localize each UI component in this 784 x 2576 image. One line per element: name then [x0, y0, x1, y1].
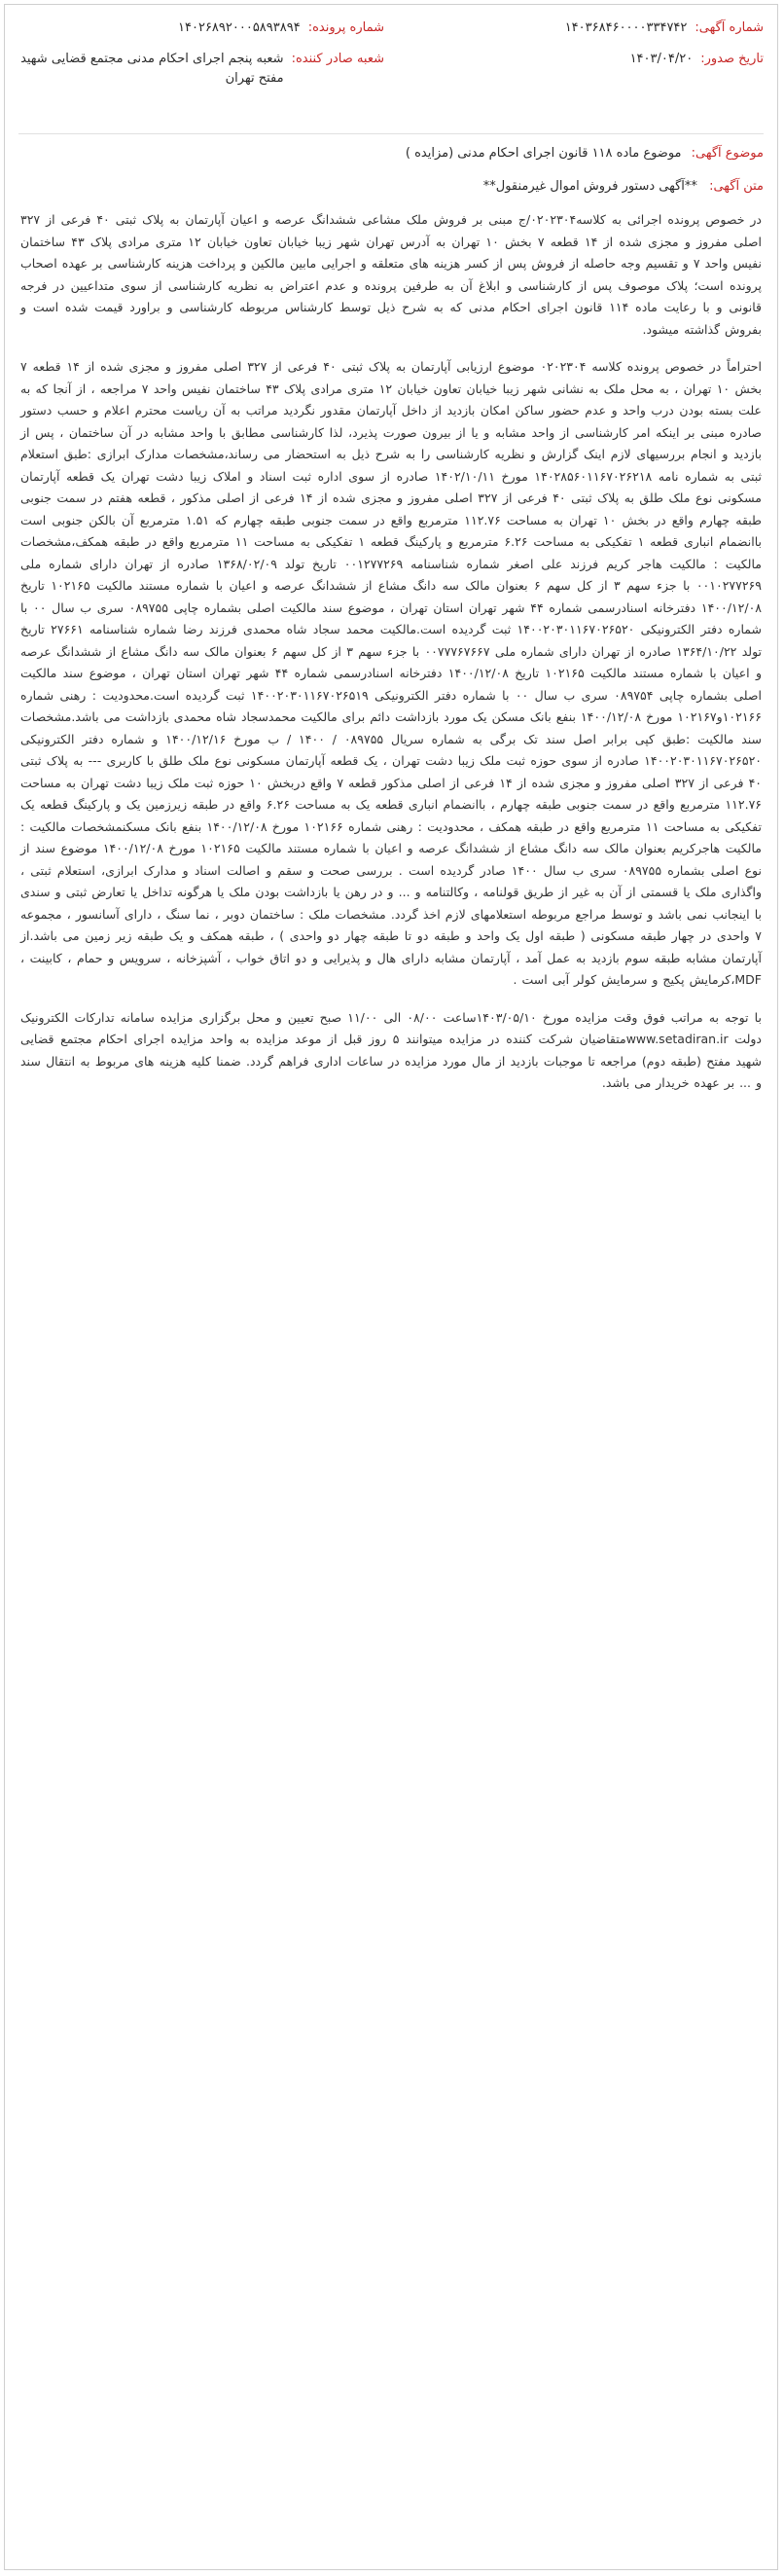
header-right-column — [394, 18, 764, 81]
ad-number-row — [394, 18, 764, 38]
ad-text-label: متن آگهی: — [709, 179, 764, 194]
issuing-branch-value: شعبه پنجم اجرای احکام مدنی مجتمع قضایی شهید مفتح تهران — [20, 52, 284, 86]
ad-header — [18, 18, 764, 135]
subject-row — [18, 143, 764, 164]
issuing-branch-row — [15, 50, 384, 89]
ad-number-value: ۱۴۰۳۶۸۴۶۰۰۰۰۳۳۴۷۴۲ — [564, 20, 688, 35]
subject-label: موضوع آگهی: — [691, 146, 764, 161]
case-number-label: شماره پرونده: — [307, 20, 384, 35]
ad-paragraph-auction: با توجه به مراتب فوق وقت مزایده مورخ ۱۴۰۳/۰۵/۱۰ساعت ۰۸/۰۰ الی ۱۱/۰۰ صبح تعیین و محل برگزاری مزایده سامانه تدارکات الکترونیک دولت www.setadiran.irمتقاضیان شرکت کننده در مزایده میتوانند ۵ روز قبل از موعد مزایده به واحد مزایده اجرای احکام مجتمع قضایی شهید مفتح (طبقه دوم) مراجعه تا موجبات بازدید از مال مورد مزایده در ساعات اداری فراهم گردد. ضمنا کلیه هزینه های مربوط به انتقال سند و ... بر عهده خریدار می باشد. — [20, 1009, 762, 1090]
issue-date-label: تاریخ صدور: — [700, 52, 764, 66]
case-number-row — [15, 18, 384, 38]
ad-number-label: شماره آگهی: — [695, 20, 764, 35]
ad-paragraph-appraisal: احتراماً در خصوص پرونده کلاسه ۰۲۰۲۳۰۴ موضوع ارزیابی آپارتمان به پلاک ثبتی ۴۰ فرعی از ۳۲۷ اصلی مفروز و مجزی شده از ۱۴ قطعه ۷ بخش ۱۰ تهران ، به محل ملک به نشانی شهر زیبا خیابان تعاون خیابان ۱۲ متری مرادی پلاک ۴۳ ساختمان نفیس واحد ۷ مراجعه ، از آنجا که به علت بسته بودن درب واحد و عدم حضور ساکن امکان بازدید از داخل آپارتمان مقدور نگردید مراتب به آن ریاست محترم اعلام و حسب دستور صادره مبنی بر اینکه امر کارشناسی از واحد مشابه و یا از بیرون صورت پذیرد، لذا کارشناسی مطابق با واحد مشابه در آن ساختمان ، پس از بازدید و انجام بررسیهای لازم اینک گزارش و نظریه کارشناسی را به شرح ذیل به استحضار می رساند،مشخصات مدارک ابرازی :طبق استعلام ثبتی به شماره نامه ۱۴۰۲۸۵۶۰۱۱۶۷۰۲۶۲۱۸ مورخ ۱۴۰۲/۱۰/۱۱ صادره از سوی اداره ثبت اسناد و املاک زیبا دشت تهران یک قطعه آپارتمان مسکونی نوع ملک طلق به پلاک ثبتی ۴۰ فرعی از ۳۲۷ اصلی مفروز و مجزی شده از ۱۴ فرعی از اصلی مذکور ، قطعه هفتم در سمت جنوبی طبقه چهارم واقع در بخش ۱۰ تهران به مساحت ۱۱۲.۷۶ مترمربع واقع در سمت جنوبی طبقه چهارم که ۱.۵۱ مترمربع آن بالکن جنوبی است باانضمام انباری قطعه ۱ تفکیکی به مساحت ۶.۲۶ مترمربع و پارکینگ قطعه ۱ تفکیکی به مساحت ۱۱ مترمربع واقع در طبقه همکف،مشخصات مالکیت : مالکیت هاجر کریم فرزند علی اصغر شماره شناسنامه ۰۰۱۲۷۷۲۶۹ تاریخ تولد ۱۳۶۸/۰۲/۰۹ صادره از تهران دارای شماره ملی ۰۰۱۰۲۷۷۲۶۹ با جزء سهم ۳ از کل سهم ۶ بعنوان مالک سه دانگ مشاع از ششدانگ عرصه و اعیان با شماره مستند مالکیت ۱۰۲۱۶۵ تاریخ ۱۴۰۰/۱۲/۰۸ دفترخانه اسنادرسمی شماره ۴۴ شهر تهران استان تهران ، موضوع سند مالکیت اصلی بشماره چاپی ۰۸۹۷۵۵ سری ب سال ۰۰ با شماره دفتر الکترونیکی ۱۴۰۰۲۰۳۰۱۱۶۷۰۲۶۵۲۰ ثبت گردیده است.مالکیت محمد سجاد شاه محمدی فرزند رضا شماره شناسنامه ۲۷۶۶۱ تاریخ تولد ۱۳۶۴/۱۰/۲۲ صادره از تهران دارای شماره ملی ۰۰۷۷۷۶۷۶۶۷ با جزء سهم ۳ از کل سهم ۶ بعنوان مالک سه دانگ مشاع از ششدانگ عرصه و اعیان با شماره مستند مالکیت ۱۰۲۱۶۵ تاریخ ۱۴۰۰/۱۲/۰۸ دفترخانه اسنادرسمی شماره ۴۴ شهر تهران استان تهران ، موضوع سند مالکیت اصلی بشماره چاپی ۰۸۹۷۵۴ سری ب سال ۰۰ با شماره دفتر الکترونیکی ۱۴۰۰۲۰۳۰۱۱۶۷۰۲۶۵۱۹ ثبت گردیده است.محدودیت : رهنی شماره ۱۰۲۱۶۶و۱۰۲۱۶۷ مورخ ۱۴۰۰/۱۲/۰۸ بنفع بانک مسکن یک مورد بازداشت دائم برای مالکیت محمدسجاد شاه محمدی بازداشت می باشد.مشخصات سند مالکیت :طبق کپی برابر اصل سند تک برگی به شماره سریال ۰۸۹۷۵۵ / ۱۴۰۰ / ب مورخ ۱۴۰۰/۱۲/۱۶ و شماره دفتر الکترونیکی ۱۴۰۰۲۰۳۰۱۱۶۷۰۲۶۵۲۰ صادره از سوی حوزه ثبت ملک زیبا دشت تهران ، یک قطعه آپارتمان مسکونی نوع ملک طلق با کاربری --- به پلاک ثبتی ۴۰ فرعی از ۳۲۷ اصلی مفروز و مجزی شده از ۱۴ فرعی از اصلی مذکور قطعه ۷ واقع دربخش ۱۰ حوزه ثبت ملک زیبا دشت تهران به مساحت ۱۱۲.۷۶ مترمربع واقع در سمت جنوبی طبقه چهارم ، باانضمام انباری قطعه یک به مساحت ۶.۲۶ واقع در طبقه زیرزمین یک و پارکینگ قطعه یک تفکیکی به مساحت ۱۱ مترمربع واقع در طبقه همکف ، محدودیت : رهنی شماره ۱۰۲۱۶۶ مورخ ۱۴۰۰/۱۲/۰۸ بنفع بانک مسکنمشخصات مالکیت : مالکیت هاجرکریم بعنوان مالک سه دانگ مشاع از ششدانگ عرصه و اعیان با شماره مستند مالکیت ۱۰۲۱۶۵ مورخ ۱۴۰۰/۱۲/۰۸ موضوع سند از نوع اصلی بشماره ۰۸۹۷۵۵ سری ب سال ۱۴۰۰ صادر گردیده است . بررسی صحت و سقم و اصالت اسناد و مدارک ابرازی، استعلام ثبتی ، واگذاری ملک یا قسمتی از آن به غیر از طریق قولنامه ، وکالتنامه و ... و در رهن یا بازداشت بودن ملک یا هرگونه تداخل یا تعارض ثبتی و سندی با اینجانب نمی باشد و توسط مراجع مربوطه استعلامهای لازم اخذ گردد. مشخصات ملک : ساختمان دوبر ، نما سنگ ، دارای آسانسور ، مجموعه ۷ واحدی در چهار طبقه مسکونی ( طبقه اول یک واحد و طبقه دو تا طبقه چهار دو واحدی ) ، طبقه همکف و یک طبقه زیر زمین می باشد.از آپارتمان مشابه طبقه سوم بازدید به عمل آمد ، آپارتمان مشابه دارای هال و پذیرایی و دو اتاق خواب ، آشپزخانه ، سرویس و حمام ، کابینت ، MDF،کرمایش پکیج و سرمایش کولر آبی است . — [20, 359, 763, 987]
issue-date-row — [394, 50, 764, 69]
ad-paragraph-intro: در خصوص پرونده اجرائی به کلاسه۰۲۰۲۳۰۴/ج مبنی بر فروش ملک مشاعی ششدانگ عرصه و اعیان آپارتمان به پلاک ثبتی ۴۰ فرعی از ۳۲۷ اصلی مفروز و مجزی شده از ۱۴ قطعه ۷ بخش ۱۰ تهران به آدرس تهران شهر زیبا خیابان تعاون خیابان ۱۲ متری مرادی پلاک ۴۳ ساختمان نفیس واحد ۷ و تقسیم وجه حاصله از فروش پس از کسر هزینه های متعلقه و اجرایی مابین مالکین و پرداخت هزینه کارشناسی بر عهده اصحاب پرونده است؛ پلاک موصوف پس از کارشناسی و ابلاغ آن به طرفین پرونده و عدم اعتراض به نظریه کارشناسی از سوی متداعیین در فرجه قانونی و با رعایت ماده ۱۱۴ قانون اجرای احکام مدنی که به شرح ذیل توسط کارشناس مربوطه کارشناسی و براورد قیمت شده است و بفروش گذاشته میشود. — [20, 212, 762, 337]
subject-value: موضوع ماده ۱۱۸ قانون اجرای احکام مدنی (مزایده ) — [405, 146, 682, 161]
ad-text-title: **آگهی دستور فروش اموال غیرمنقول** — [482, 179, 697, 194]
issue-date-value: ۱۴۰۳/۰۴/۲۰ — [629, 52, 694, 66]
header-left-column — [15, 18, 384, 100]
case-number-value: ۱۴۰۲۶۸۹۲۰۰۰۵۸۹۳۸۹۴ — [178, 20, 301, 35]
ad-document — [4, 4, 778, 2570]
ad-text-row — [18, 176, 764, 198]
issuing-branch-label: شعبه صادر کننده: — [291, 52, 384, 66]
header-divider — [18, 133, 764, 134]
ad-body — [20, 209, 762, 1110]
